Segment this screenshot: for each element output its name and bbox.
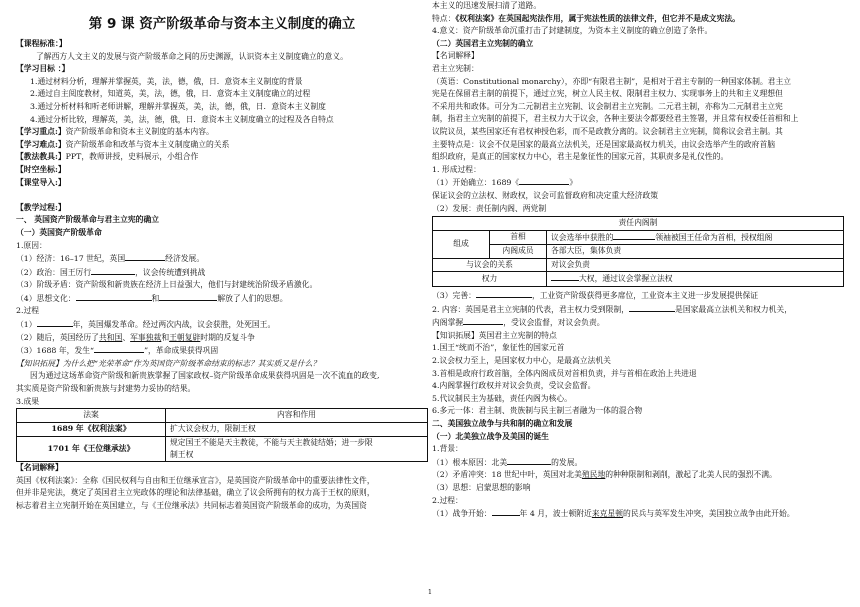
text: （1）根本原因：北美 <box>432 457 508 467</box>
section-one-heading: 一、 英国资产阶级革命与君主立宪的确立 <box>16 215 160 225</box>
feature-line <box>432 13 844 26</box>
bold-text: 《权利法案》在英国起宪法作用，属于宪法性质的法律文件，但它并不是成文宪法。 <box>455 13 740 23</box>
text: （2）矛盾冲突：18 世纪中叶，英国对北美 <box>432 470 582 480</box>
key-points-row <box>16 126 428 139</box>
text: 、 <box>122 332 131 342</box>
definition-text: （英语：Constitutional monarchy），亦即“有限君主制”，是相对于君主专制的一种国家体制。君主立 <box>432 76 792 86</box>
subsection-heading: （一）北美独立战争及美国的诞生 <box>432 431 549 441</box>
law-content: 扩大议会权力，限制王权 <box>166 423 428 437</box>
formation-line: （2）发展：责任制内阁、两党制 <box>432 203 547 213</box>
answer-text: 其实质是资产阶级和新贵族与封建势力妥协的结果。 <box>16 384 196 394</box>
text: 大权，通过议会掌握立法权 <box>579 274 673 284</box>
underlined-term: 军事独裁 <box>130 332 162 342</box>
term-explanation-text: 但并非是宪法，奠定了英国君主立宪政体的理论和法律基础，确立了议会所拥有的权力高于王权的原则， <box>16 488 375 498</box>
course-standard-text: 了解西方人文主义的发展与资产阶级革命之间的历史渊源，认识资本主义制度确立的意义。 <box>36 51 348 61</box>
table-row <box>433 230 844 245</box>
feature-item: 2.议会权力至上，是国家权力中心，是最高立法机关 <box>432 356 611 366</box>
answer-text: 因为通过这场革命资产阶级和新贵族掌握了国家政权–资产阶级革命成果获得巩固是一次不流血的政变, <box>30 371 380 381</box>
law-content-line: 规定国王不能是天主教徒，不能与天主教徒结婚；进一步限 <box>170 438 373 448</box>
cause-line <box>16 292 428 306</box>
learning-goal: 1.通过材料分析，理解并掌握英，美，法，德，俄，日．意资本主义制度的背景 <box>30 76 303 86</box>
learning-goal: 3.通过分析材料和听老师讲解，理解并掌握英，美，法，德，俄，日．意资本主义制度 <box>30 101 326 111</box>
background-line: （3）思想：启蒙思想的影响 <box>432 482 531 492</box>
text: （1）开始确立：1689《 <box>432 178 520 188</box>
table-title: 责任内阁制 <box>433 217 844 231</box>
difficulty-text: 资产阶级革命和改革与资本主义制度确立的关系 <box>65 139 230 149</box>
text: 时期的反复斗争 <box>200 332 255 342</box>
process-line <box>16 332 428 345</box>
time-space-heading: 【时空坐标:】 <box>16 164 66 174</box>
fill-blank[interactable] <box>492 507 520 516</box>
page-number: 1 <box>427 588 433 596</box>
text: （2）随后，英国经历了 <box>16 332 99 342</box>
tools-heading: 【教法教具:】 <box>16 152 66 162</box>
fill-blank[interactable] <box>159 292 217 301</box>
page-title: 第 9 课 资产阶级革命与资本主义制度的确立 <box>88 16 356 32</box>
background-line <box>432 469 844 482</box>
subsection-heading: （一）英国资产阶级革命 <box>16 227 102 237</box>
fill-blank[interactable] <box>463 316 503 325</box>
fill-blank[interactable] <box>551 272 579 281</box>
table-header-row <box>17 409 428 423</box>
definition-text: 制，指君主立宪制的前提下，君主权力大于议会，各种主要法令都要经君主签署，并且常有权委任首相和上 <box>432 114 799 124</box>
process-heading: 2.过程 <box>16 306 40 316</box>
text: 特点： <box>432 13 456 23</box>
term-explanation-text: 英国《权利法案》：全称《国民权利与自由和王位继承宣言》，是英国资产阶级革命中的重要法律性文件， <box>16 475 375 485</box>
term-explanation-heading: 【名词解释】 <box>432 51 479 61</box>
spacer <box>16 189 428 202</box>
table-row <box>17 423 428 437</box>
fill-blank[interactable] <box>507 456 551 465</box>
background-heading: 1.背景： <box>432 444 463 454</box>
text: （3）1688 年，发生“ <box>16 346 95 356</box>
text: 年 4 月，波士顿附近 <box>519 509 592 519</box>
learning-goals-heading: 【学习目标 ：】 <box>16 64 70 74</box>
cause-line <box>16 252 428 266</box>
learning-goal: 2.通过自主阅度教材，知道英，美，法，德，俄，日．意资本主义制度确立的过程 <box>30 89 311 99</box>
fill-blank[interactable] <box>94 344 144 353</box>
table-header-cell: 内容和作用 <box>166 409 428 423</box>
fill-blank[interactable] <box>629 303 675 312</box>
text: 的发展。 <box>551 457 583 467</box>
table-row <box>433 217 844 231</box>
formation-line <box>432 176 844 190</box>
formation-line: 保证议会的立法权、财政权，议会可监督政府和决定重大经济政策 <box>432 190 659 200</box>
text: ，议会传统遭到挑战 <box>135 267 206 277</box>
fill-blank[interactable] <box>613 231 655 240</box>
term-title: 君主立宪制： <box>432 63 479 73</box>
row-label: 内阁成员 <box>490 245 547 259</box>
section-two-heading: 二、美国独立战争与共和制的确立和发展 <box>432 419 573 428</box>
text: （1） <box>16 320 37 330</box>
tools-text: PPT，教师讲授，史料展示，小组合作 <box>65 152 199 162</box>
term-explanation-text: 标志着君主立宪制开始在英国建立，与《王位继承法》共同标志着英国资产阶级革命的成功，为英国资 <box>16 501 367 510</box>
tools-row <box>16 151 428 164</box>
feature-item: 1.国王“统而不治”，象征性的国家元首 <box>432 343 565 353</box>
right-column <box>432 0 844 521</box>
difficulty-row <box>16 139 428 152</box>
cause-line <box>16 266 428 280</box>
table-row <box>17 437 428 462</box>
significance-line: 4.意义：资产阶级革命沉重打击了封建制度，为资本主义制度的确立创造了条件。 <box>432 26 713 36</box>
process-heading: 2.过程： <box>432 495 463 505</box>
text: （1）经济：16–17 世纪，英国 <box>16 254 126 264</box>
fill-blank[interactable] <box>76 292 152 301</box>
table-row <box>433 245 844 259</box>
underlined-term: 殖民地 <box>581 470 606 480</box>
cause-heading: 1.原因： <box>16 240 47 250</box>
text: 议会选举中获胜的 <box>551 232 614 242</box>
knowledge-extension-question: 【知识拓展】为什么把“光荣革命”作为英国资产阶级革命结束的标志？其实质又是什么？ <box>16 358 321 368</box>
row-group-label: 组成 <box>433 230 490 258</box>
text: 解放了人们的思想。 <box>217 293 288 303</box>
text: 内阁掌握 <box>432 318 464 328</box>
text: 经济发展。 <box>165 254 205 264</box>
text: （2）政治：国王厉行 <box>16 267 92 277</box>
cause-line: （3）阶级矛盾：资产阶级和新贵族在经济上日益强大，他们与封建统治阶级矛盾激化。 <box>16 280 318 290</box>
fill-blank[interactable] <box>476 289 532 298</box>
underlined-term: 王朝复辟 <box>169 332 201 342</box>
lesson-intro-heading: 【课堂导入:】 <box>16 177 66 187</box>
text: （3）完善： <box>432 291 476 301</box>
feature-item: 5.代议制民主为基础，责任内阁为核心。 <box>432 393 572 403</box>
text: 年，英国爆发革命。经过两次内战，议会获胜，处死国王。 <box>72 320 276 330</box>
feature-item: 6.多元一体：君主制、贵族制与民主制三者融为一体的混合物 <box>432 406 643 416</box>
text: （4）思想文化： <box>16 293 76 303</box>
text: 和 <box>151 293 160 303</box>
law-name: 1689 年《权利法案》 <box>17 423 166 437</box>
fill-blank[interactable] <box>91 266 135 275</box>
row-label: 权力 <box>433 272 547 287</box>
text: ，受议会监督，对议会负责。 <box>503 318 605 328</box>
row-value: 各部大臣，集体负责 <box>547 245 844 259</box>
knowledge-extension-heading: 【知识拓展】英国君主立宪制的特点 <box>432 330 557 340</box>
table-row <box>433 258 844 272</box>
continued-text: 本主义的迅速发展扫清了道路。 <box>432 1 542 10</box>
background-line <box>432 456 844 470</box>
text: 领袖被国王任命为首相，授权组阁 <box>655 232 773 242</box>
definition-text: 主要特点是：议会不仅是国家的最高立法机关，还是国家最高权力机关，由议会选举产生的政府首脑 <box>432 139 776 149</box>
law-content <box>166 437 428 462</box>
row-label: 与议会的关系 <box>433 258 547 272</box>
fill-blank[interactable] <box>519 176 569 185</box>
content-line <box>432 316 844 330</box>
feature-item: 3.首相是政府行政首脑，全体内阁成员对首相负责，并与首相在政治上共进退 <box>432 368 697 378</box>
teaching-process-heading: 【教学过程:】 <box>16 202 66 212</box>
formation-line <box>432 289 844 303</box>
term-explanation-heading: 【名词解释】 <box>16 463 63 473</box>
key-points-heading: 【学习重点:】 <box>16 127 66 137</box>
results-heading: 3.成果 <box>16 396 40 406</box>
definition-text: 组织政府，是真正的国家权力中心，君主是象征性的国家元首，其职责多是礼仪性的。 <box>432 152 729 162</box>
content-line <box>432 303 844 317</box>
key-points-text: 资产阶级革命和资本主义制度的基本内容。 <box>65 127 214 137</box>
text: 是国家最高立法机关和权力机关， <box>675 304 792 314</box>
text: 2. 内容：英国是君主立宪制的代表，君主权力受到限制， <box>432 304 630 314</box>
fill-blank[interactable] <box>37 318 73 327</box>
row-label: 首相 <box>490 230 547 245</box>
table-row <box>433 272 844 287</box>
text: ”，革命成果获得巩固 <box>144 346 219 356</box>
text: 》 <box>569 178 577 188</box>
cabinet-table <box>432 216 844 287</box>
fill-blank[interactable] <box>125 252 165 261</box>
process-line <box>16 344 428 358</box>
definition-text: 议院议员，某些国家还有君权神授色彩，而不是政教分离的。议会制君主立宪制，简称议会君主制。其 <box>432 126 783 136</box>
table-header-cell: 法案 <box>17 409 166 423</box>
definition-text: 宪是在保留君主制的前提下，通过立宪，树立人民主权、限制君主权力、实现事务上的共和主义理想但 <box>432 89 783 99</box>
law-name: 1701 年《王位继承法》 <box>17 437 166 462</box>
underlined-term: 共和国 <box>98 332 123 342</box>
left-column <box>16 38 428 513</box>
process-line <box>432 507 844 521</box>
laws-table <box>16 408 428 462</box>
text: ，工业资产阶级获得更多席位，工业资本主义进一步发展提供保证 <box>531 291 759 301</box>
difficulty-heading: 【学习难点:】 <box>16 139 66 149</box>
row-value <box>547 272 844 287</box>
process-line <box>16 318 428 332</box>
definition-text: 不采用共和政体。可分为二元制君主立宪制、议会制君主立宪制。二元君主制，亦称为二元制君主立宪 <box>432 101 783 111</box>
learning-goal: 4.通过分析比较，理解英，美，法，德，俄，日．意资本主义制度确立的过程及各自特点 <box>30 114 334 124</box>
text: 和 <box>161 332 170 342</box>
text: 的种种限制和剥削，激起了北美人民的强烈不满。 <box>605 470 777 480</box>
row-value: 对议会负责 <box>547 258 844 272</box>
subsection-heading: （二）英国君主立宪制的确立 <box>432 38 534 48</box>
text: （1）战争开始： <box>432 509 492 519</box>
formation-heading: 1. 形成过程： <box>432 164 481 174</box>
feature-item: 4.内阁掌握行政权并对议会负责，受议会监督。 <box>432 381 596 391</box>
text: 的民兵与英军发生冲突，美国独立战争由此开始。 <box>623 509 795 519</box>
row-value <box>547 230 844 245</box>
law-content-line: 制王权 <box>170 450 194 460</box>
course-standard-heading: 【课程标准：】 <box>16 39 67 48</box>
underlined-term: 来克星顿 <box>591 509 624 519</box>
